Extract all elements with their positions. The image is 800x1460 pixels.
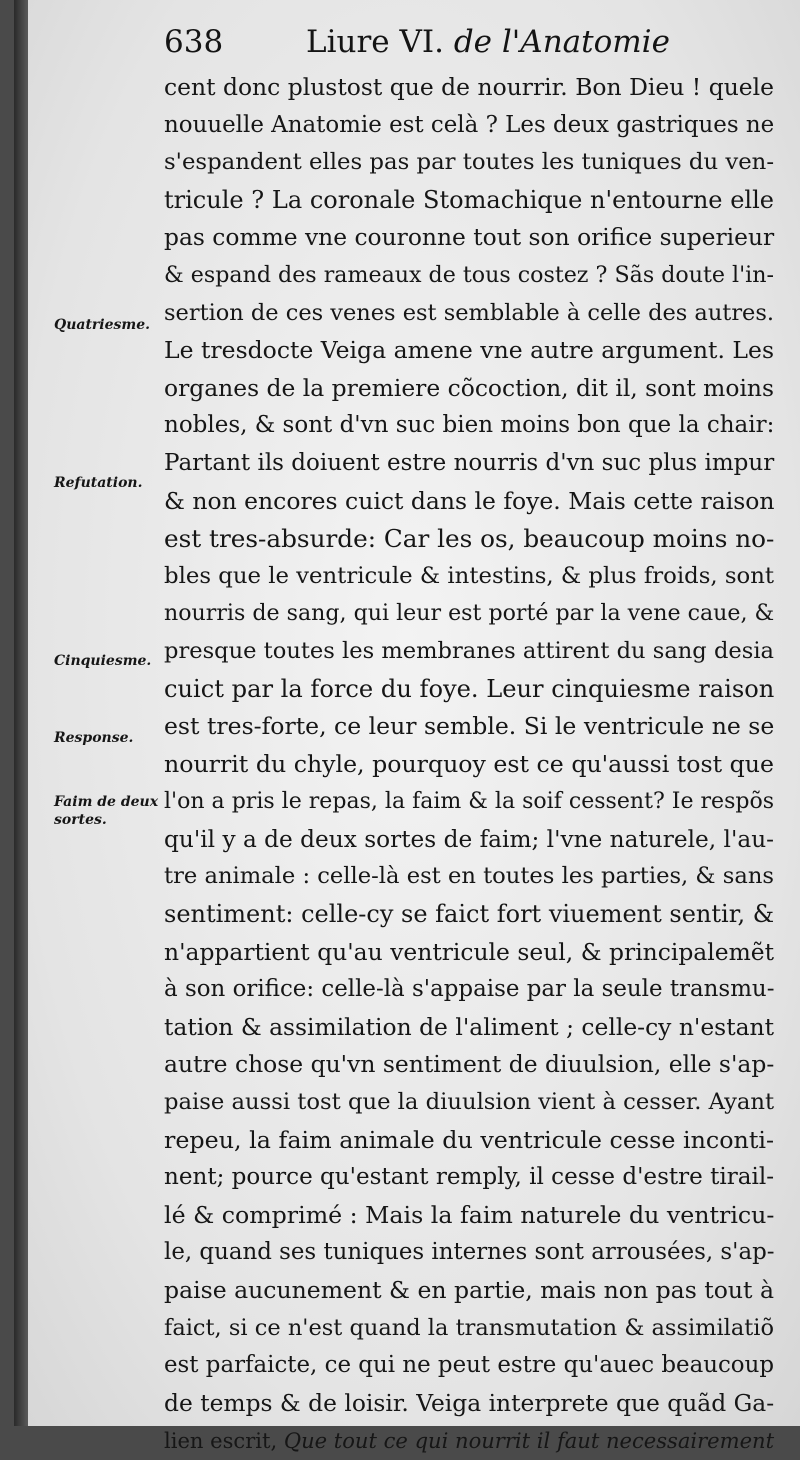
running-title [306, 24, 670, 60]
text-line: & non encores cuict dans le foye. Mais cette raison [164, 486, 775, 515]
text-line: n'appartient qu'au ventricule seul, & principalemẽt [164, 937, 774, 966]
text-line: presque toutes les membranes attirent du sang desia [164, 637, 774, 664]
text-line: l'on a pris le repas, la faim & la soif cessent? Ie respõs [164, 789, 775, 815]
text-line: nourrit du chyle, pourquoy est ce qu'aussi tost que [164, 749, 774, 778]
text-line: de temps & de loisir. Veiga interprete que quãd Ga- [164, 1388, 775, 1417]
text-line-roman: lien escrit, [164, 1428, 284, 1454]
running-title-roman: Liure VI. [306, 24, 454, 60]
text-line: s'espandent elles pas par toutes les tuniques du ven- [164, 149, 775, 176]
marginal-note-refutation: Refutation. [54, 475, 143, 491]
page-header [164, 22, 684, 66]
running-title-italic: de l'Anatomie [453, 24, 670, 60]
text-line: cuict par la force du foye. Leur cinquiesme raison [164, 674, 775, 703]
text-line: repeu, la faim animale du ventricule cesse inconti- [164, 1125, 774, 1154]
text-line: faict, si ce n'est quand la transmutation & assimilatiõ [164, 1314, 774, 1341]
book-page [14, 0, 800, 1454]
text-line: le, quand ses tuniques internes sont arrousées, s'ap- [164, 1239, 775, 1266]
text-line: paise aucunement & en partie, mais non pas tout à [164, 1276, 774, 1304]
text-line: lé & comprimé : Mais la faim naturele du ventricu- [164, 1200, 775, 1229]
italic-quote: Que tout ce qui nourrit il faut necessairement [283, 1428, 775, 1454]
text-line: à son orifice: celle-là s'appaise par la seule transmu- [164, 976, 775, 1003]
text-line: bles que le ventricule & intestins, & plus froids, sont [164, 562, 775, 589]
text-line: nourris de sang, qui leur est porté par la vene caue, & [164, 600, 775, 627]
page-gutter-shadow [14, 0, 28, 1426]
text-line: pas comme vne couronne tout son orifice superieur [164, 223, 775, 252]
body-text [164, 69, 774, 1460]
text-line: nouuelle Anatomie est celà ? Les deux gastriques ne [164, 111, 775, 138]
page-number: 638 [164, 24, 224, 60]
text-line: nent; pource qu'estant remply, il cesse d'estre tirail- [164, 1164, 775, 1191]
text-line-last [164, 1422, 774, 1460]
text-line: est tres-absurde: Car les os, beaucoup moins no- [164, 524, 775, 554]
text-line: tricule ? La coronale Stomachique n'entourne elle [164, 185, 774, 214]
marginal-note-faim-de-deux: Faim de deux [54, 794, 159, 810]
text-line: qu'il y a de deux sortes de faim; l'vne naturele, l'au- [164, 825, 774, 853]
marginal-note-cinquiesme: Cinquiesme. [54, 653, 152, 669]
text-line: autre chose qu'vn sentiment de diuulsion, elle s'ap- [164, 1050, 775, 1079]
text-line: & espand des rameaux de tous costez ? Sãs doute l'in- [164, 261, 774, 288]
text-line: sentiment: celle-cy se faict fort viuement sentir, & [164, 900, 775, 929]
text-line: paise aussi tost que la diuulsion vient à cesser. Ayant [164, 1089, 775, 1116]
text-line: est tres-forte, ce leur semble. Si le ventricule ne se [164, 712, 775, 741]
text-line: cent donc plustost que de nourrir. Bon Dieu ! quele [164, 73, 774, 101]
text-line: est parfaicte, ce qui ne peut estre qu'auec beaucoup [164, 1352, 774, 1379]
text-line: Partant ils doiuent estre nourris d'vn suc plus impur [164, 449, 775, 476]
text-line: tre animale : celle-là est en toutes les parties, & sans [164, 863, 774, 890]
marginal-note-quatriesme: Quatriesme. [54, 317, 150, 333]
text-line: nobles, & sont d'vn suc bien moins bon que la chair: [164, 412, 775, 439]
marginal-note-sortes: sortes. [54, 812, 107, 828]
marginal-note-response: Response. [54, 730, 134, 746]
text-line: sertion de ces venes est semblable à celle des autres. [164, 299, 775, 326]
text-line: Le tresdocte Veiga amene vne autre argument. Les [164, 336, 774, 365]
text-line: organes de la premiere cõcoction, dit il, sont moins [164, 373, 774, 402]
text-line: tation & assimilation de l'aliment ; celle-cy n'estant [164, 1012, 774, 1041]
